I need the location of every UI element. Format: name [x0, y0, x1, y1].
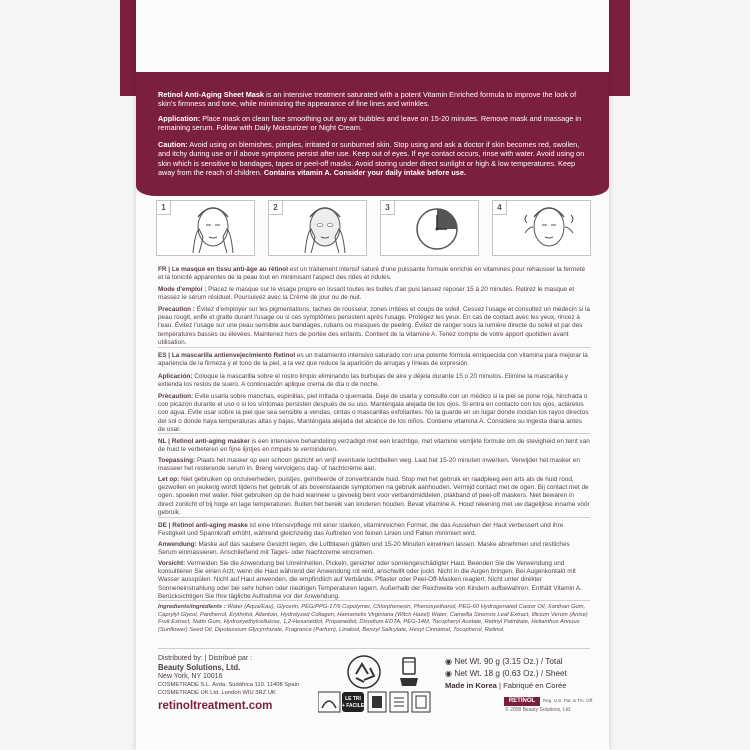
step-number: 3	[381, 201, 395, 215]
fr-application	[158, 286, 590, 302]
svg-text:+ FACILE: + FACILE	[341, 703, 365, 709]
caution-bold: Contains vitamin A. Consider your daily intake before use.	[263, 167, 466, 177]
trademark-note: Reg. U.S. Pat. & Tm. Off.	[543, 698, 594, 703]
company-name: Beauty Solutions, Ltd.	[158, 663, 241, 672]
divider	[158, 600, 590, 601]
made-in-fr: | Fabriqué en Corée	[496, 681, 567, 690]
copyright: © 2008 Beauty Solutions, Ltd.	[505, 707, 572, 713]
cosmetrade-sl: COSMETRADE S.L. Avda. Sudáfrica 110. 11408 Spain	[158, 682, 300, 688]
nl-application	[158, 457, 590, 473]
divider	[158, 517, 590, 518]
es-application	[158, 373, 590, 389]
nl-text: is een intensieve behandeling verzadigd met een krachtige, met vitamine verrijkte formule om de stevigheid en teint van de huid te verbeteren en fijne lijntjes en rimpels te verminderen.	[158, 438, 590, 454]
clock-icon	[395, 203, 479, 255]
usage-steps	[156, 200, 590, 256]
nl-app-text: Plaats het masker op een schoon gezicht en wrijf eventuele luchtbellen weg. Laat het 15-20 minuten inwerken. Verwijder het masker en masseer het resterende serum in. Breng vervolgens dag- of nachtcrème aan.	[158, 457, 580, 473]
net-weight-sheet: ◉ Net Wt. 18 g (0.63 Oz.) / Sheet	[445, 669, 567, 678]
application-text: Place mask on clean face smoothing out any air bubbles and leave on 15-20 minutes. Remove mask and massage in remaining serum. Follow with Daily Moisturizer or Night Cream.	[158, 114, 582, 133]
de-caution-title: Vorsicht:	[158, 560, 186, 567]
step-2	[268, 200, 367, 256]
es-caution-text: Evite usarla sobre manchas, espinillas, piel irritada o quemada. Deje de usarla y consulte con un médico si la piel se pone roja, hinchada o con picazón durante el uso o si los síntomas persisten después de su uso. Manténgala alejada de los ojos. Si entra en contacto con los ojos, aclárelos con agua. Evite usar sobre la piel que sea sensible a vendas, cintas o mascarillas exfoliantes. No la guarde en un lugar donde incidan los rayos directos del sol o donde haya temperaturas altas y bajas. Manténgala alejada del alcance de los niños. Contiene vitamina A. Considere su ingesta diaria antes de usar.	[158, 393, 589, 433]
disposal-icon	[394, 654, 424, 688]
es-caution	[158, 393, 590, 434]
divider	[158, 433, 590, 434]
distributor-info	[158, 654, 318, 697]
intro-paragraph	[158, 90, 588, 109]
nl-intro	[158, 438, 590, 454]
english-instructions-band	[136, 72, 609, 196]
pao-recycle-icon	[346, 654, 382, 690]
ingredients-title: Ingredients/ingrédients :	[158, 604, 226, 610]
step-number: 1	[157, 201, 171, 215]
de-app-title: Anwendung:	[158, 541, 197, 548]
caution-title: Caution:	[158, 140, 188, 149]
ingredients-text: Water (Aqua/Eau), Glycerin, PEG/PPG-17/6 Copolymer, Chlorphenesin, Phenoxyethanol, PEG-60 Hydrogenated Castor Oil, Xanthan Gum, Caprylyl Glycol, Panthenol, Erythritol, Allantoin, Hydrolyzed Collagen, Hamamelis Virginiana (Witch Hazel) Water, Camellia Sinensis Leaf Extract, Illicium Verum (Anise) Fruit Extract, Natto Gum, Hydroxyethylcellulose, 1,2-Hexanediol, Propanediol, Disodium EDTA, PEG-14M, Tocopheryl Acetate, Retinyl Palmitate, Helianthus Annuus (Sunflower) Seed Oil, Dipotassium Glycyrrhizate, Fragrance (Parfum), Linalool, Benzyl Salicylate, Hexyl Cinnamal, Tocopherol, Retinol.	[158, 604, 588, 633]
cosmetrade-uk: COSMETRADE UK Ltd. London WIU 3RZ UK	[158, 690, 276, 696]
caution-text: Avoid using on blemishes, pimples, irritated or sunburned skin. Stop using and ask a doctor if skin becomes red, swollen, and itchy during use or if above symptoms persist after use. Keep out of eyes. If eye contact occurs, rinse with water. Avoid using on skin which is sensitive to bandages, tapes or peel-off masks. Avoid storing under direct sunlight or high & low temperatures. Keep away from the reach of children.	[158, 140, 585, 177]
intro-title: Retinol Anti-Aging Sheet Mask	[158, 90, 264, 99]
divider	[158, 648, 590, 649]
triman-recycling-icons	[318, 690, 434, 714]
fr-caution	[158, 306, 590, 347]
face-mask-icon	[283, 203, 367, 255]
fr-text: est un traitement intensif saturé d'une puissante formule enrichie en vitamines pour rehausser la fermeté et la tonicité apparentes de la peau tout en minimisant l'aspect des rides et ridules.	[158, 266, 586, 282]
fr-caution-text: Évitez d'employer sur les pigmentations, taches de rousseur, zones irritées et coups de soleil. Cessez l'usage et consultez un médecin si la peau rougit, enfle et gratte durant l'usage ou si ces symptômes persistent après l'usage. Protégez les yeux. En cas de contact avec les yeux, rincez à l'eau. Évitez l'usage sur une peau sensible aux bandages, rubans ou masques de peeling. Évitez de ranger sous la lumière directe du soleil et par des températures basses ou élevées. Maintenez hors de portée des enfants. Contient de la vitamine A. Tenez compte de votre apport quotidien avant utilisation.	[158, 306, 590, 346]
nl-caution	[158, 476, 590, 517]
application-title: Application:	[158, 114, 201, 123]
nl-caution-title: Let op:	[158, 476, 180, 483]
es-caution-title: Précaution:	[158, 393, 194, 400]
distributed-by: Distributed by: | Distribué par :	[158, 655, 253, 662]
website-url[interactable]: retinoltreatment.com	[158, 700, 273, 712]
divider	[158, 347, 590, 348]
de-caution-text: Vermeiden Sie die Anwendung bei Unreinheiten, Pickeln, gereizter oder sonnengeschädigter Haut. Beenden Sie die Verwendung und konsultieren Sie einen Arzt, wenn die Haut während der Anwendung rot wird, anschwillt oder juckt. Nicht in die Augen bringen. Bei Augenkontakt mit Wasser ausspülen. Nicht auf Haut anwenden, die empfindlich auf Verbände, Pflaster oder Peel-Off-Masken reagiert. Nicht unter direkter Sonneneinstrahlung oder bei sehr hohen oder niedrigen Temperaturen lagern. Außerhalb der Reichweite von Kindern aufbewahren. Enthält Vitamin A. Berücksichtigen Sie Ihre tägliche Aufnahme vor der Anwendung.	[158, 560, 582, 600]
de-title: DE | Retinol anti-aging maske	[158, 522, 248, 529]
svg-text:LE TRI: LE TRI	[345, 696, 361, 702]
fr-intro	[158, 266, 590, 282]
application-paragraph	[158, 114, 588, 133]
fr-title: FR | Le masque en tissu anti-âge au rétinol	[158, 266, 288, 273]
net-weight	[445, 656, 567, 680]
made-in	[445, 681, 566, 690]
step-1	[156, 200, 255, 256]
de-application	[158, 541, 590, 557]
company-city: New York, NY 10016	[158, 673, 223, 680]
de-intro	[158, 522, 590, 538]
es-app-text: Coloque la mascarilla sobre el rostro limpio eliminando las burbujas de aire y déjela durante 15 o 20 minutos. Elimine la mascarilla y extienda los restos de suero. A continuación aplique crema de día o de noche.	[158, 373, 568, 389]
made-in-korea: Made in Korea	[445, 681, 497, 690]
face-massage-icon	[507, 203, 591, 255]
de-app-text: Maske auf das saubere Gesicht legen, die Luftblasen glätten und 15-20 Minuten einwirken lassen. Maske abnehmen und restliches Serum einmassieren. Anschließend mit Tages- oder Nachtcreme eincremen.	[158, 541, 570, 557]
fr-app-title: Mode d'emploi :	[158, 286, 207, 293]
nl-app-title: Toepassing:	[158, 457, 196, 464]
es-intro	[158, 352, 590, 368]
de-caution	[158, 560, 590, 601]
net-weight-total-text: Net Wt. 90 g (3.15 Oz.) / Total	[454, 657, 563, 666]
fr-app-text: Placez le masque sur le visage propre en lissant toutes les bulles d'air puis laissez reposer 15 à 20 minutes. Retirez le masque et massez le sérum résiduel. Poursuivez avec la Crème de jour ou de nuit.	[158, 286, 575, 302]
caution-paragraph	[158, 140, 588, 177]
net-weight-sheet-text: Net Wt. 18 g (0.63 Oz.) / Sheet	[454, 669, 567, 678]
step-4	[492, 200, 591, 256]
es-app-title: Aplicación:	[158, 373, 193, 380]
es-title: ES | La mascarilla antienvejecimiento Retinol	[158, 352, 296, 359]
intro-text: is an intensive treatment saturated with a potent Vitamin Enriched formula to improve the look of skin's firmness and tone, while minimizing the appearance of fine lines and wrinkles.	[158, 90, 577, 109]
step-number: 2	[269, 201, 283, 215]
step-3	[380, 200, 479, 256]
face-hands-icon	[171, 203, 255, 255]
nl-caution-text: Niet gebruiken op onzuiverheden, puistjes, geïrriteerde of zonverbrande huid. Stop met het gebruik en raadpleeg een arts als de huid rood, gezwollen en jeukerig wordt tijdens het gebruik of als bovenstaande symptomen na gebruik aanhouden. Vermijd contact met de ogen. Bij contact met de ogen, spoelen met water. Niet gebruiken op de huid wanneer u gevoelig bent voor verbandmiddelen, plakband of peel-off maskers. Niet bewaren in direct zonlicht of bij hoge en lage temperaturen. Buiten het bereik van kinderen houden. Bevat vitamine A. Houd rekening met uw dagelijkse inname vóór gebruik.	[158, 476, 590, 516]
net-weight-total: ◉ Net Wt. 90 g (3.15 Oz.) / Total	[445, 657, 563, 666]
de-text: ist eine Intensivpflege mit einer starken, vitaminreichen Formel, die das Aussehen der Haut verbessert und ihre Festigkeit und Spannkraft erhöht, während gleichzeitig das Auftreten von feinen Linien und Falten minimiert wird.	[158, 522, 564, 538]
step-number: 4	[493, 201, 507, 215]
nl-title: NL | Retinol anti-aging masker	[158, 438, 250, 445]
ingredients	[158, 604, 590, 634]
retinol-badge: RETINOL	[504, 697, 540, 706]
fr-caution-title: Precaution :	[158, 306, 195, 313]
es-text: es un tratamiento intensivo saturado con una potente fórmula enriquecida con vitamina para mejorar la apariencia de la firmeza y el tono de la piel, a la vez que reduce la aparición de arrugas y líneas de expresión.	[158, 352, 588, 368]
